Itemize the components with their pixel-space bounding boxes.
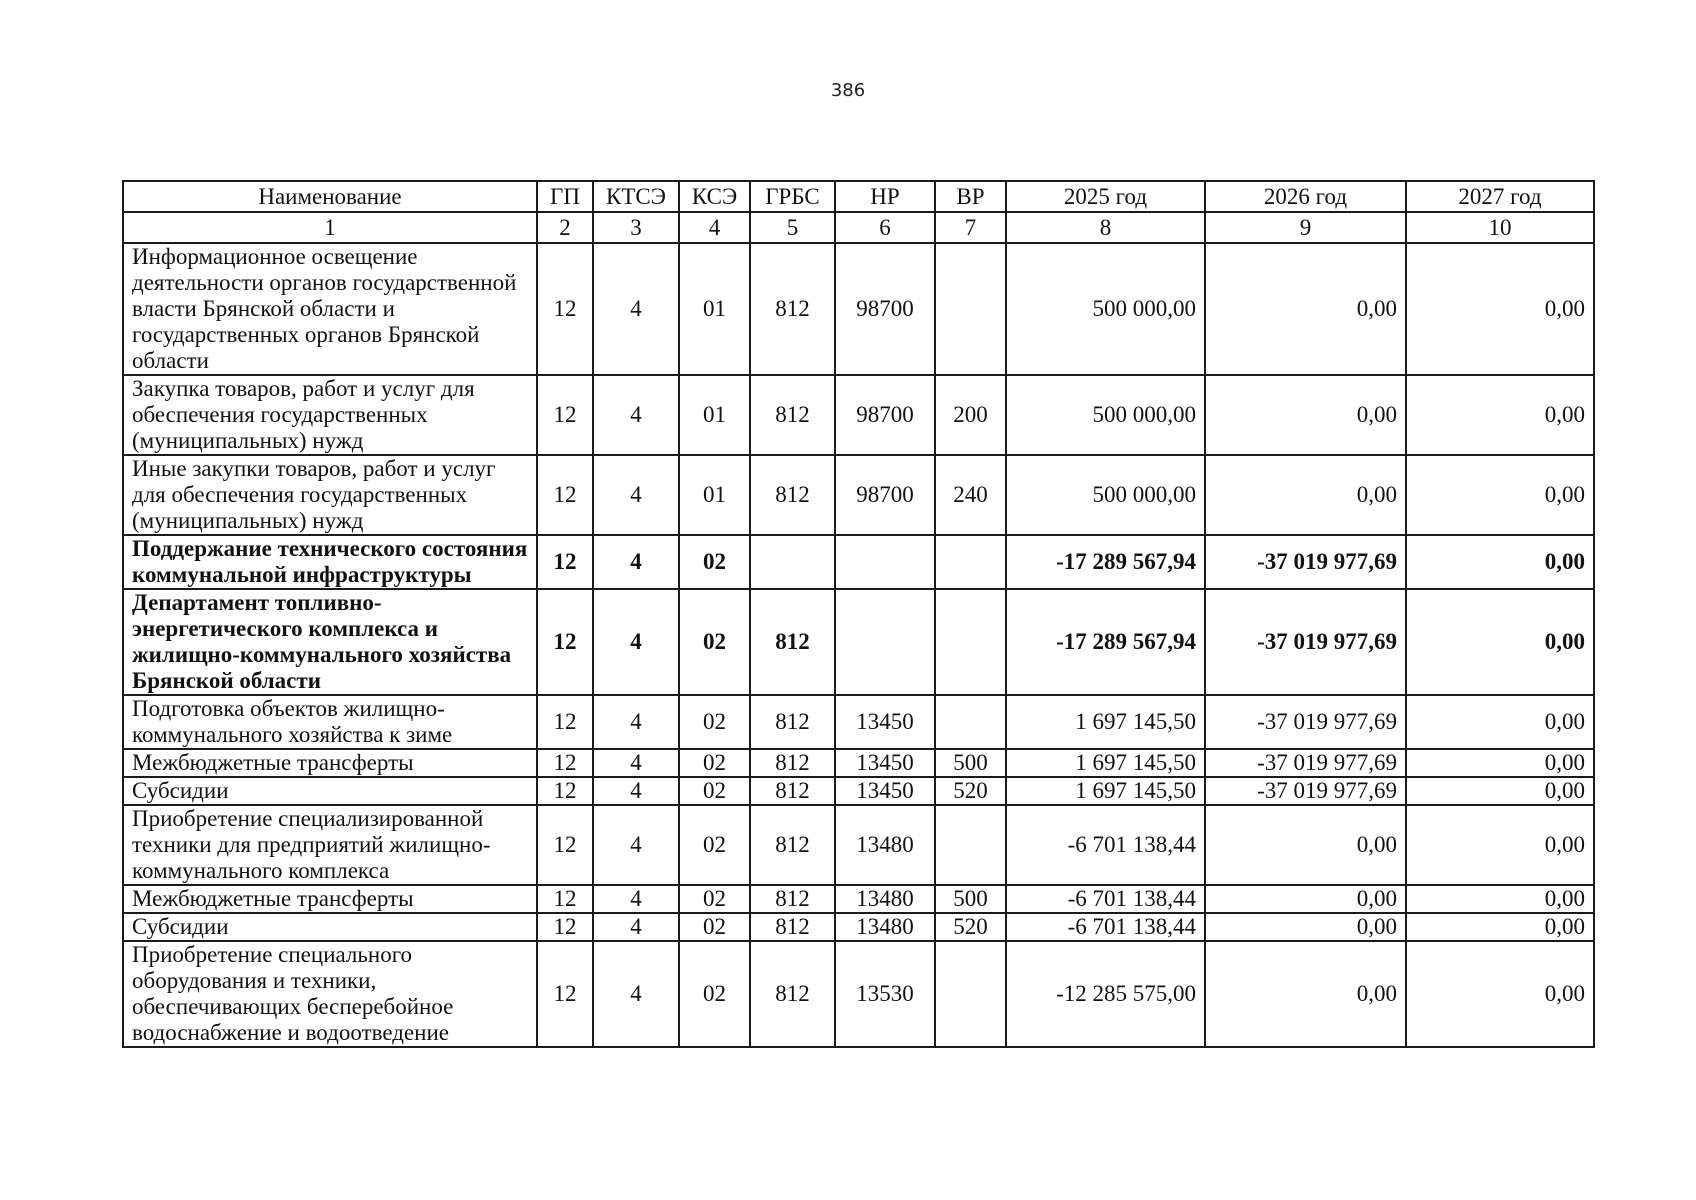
cell-grbs: 812 — [750, 749, 835, 777]
row-name: Закупка товаров, работ и услуг для обеспечения государственных (муниципальных) нужд — [123, 375, 537, 455]
cell-ktse: 4 — [593, 777, 679, 805]
cell-2025: -6 701 138,44 — [1006, 913, 1205, 941]
cell-2026: 0,00 — [1205, 885, 1406, 913]
column-number: 4 — [679, 212, 750, 243]
cell-vr — [935, 589, 1006, 695]
cell-vr: 500 — [935, 885, 1006, 913]
column-number: 1 — [123, 212, 537, 243]
cell-kse: 01 — [679, 455, 750, 535]
cell-kse: 02 — [679, 777, 750, 805]
cell-gp: 12 — [537, 941, 593, 1047]
col-header-ktse: КТСЭ — [593, 181, 679, 212]
cell-2027: 0,00 — [1406, 535, 1594, 589]
cell-2025: -12 285 575,00 — [1006, 941, 1205, 1047]
row-name: Иные закупки товаров, работ и услуг для обеспечения государственных (муниципальных) нужд — [123, 455, 537, 535]
cell-ktse: 4 — [593, 375, 679, 455]
cell-gp: 12 — [537, 885, 593, 913]
col-header-nr: НР — [835, 181, 935, 212]
col-header-grbs: ГРБС — [750, 181, 835, 212]
cell-gp: 12 — [537, 375, 593, 455]
cell-2025: 1 697 145,50 — [1006, 749, 1205, 777]
cell-grbs: 812 — [750, 375, 835, 455]
cell-2026: -37 019 977,69 — [1205, 749, 1406, 777]
cell-ktse: 4 — [593, 695, 679, 749]
cell-2026: -37 019 977,69 — [1205, 535, 1406, 589]
cell-ktse: 4 — [593, 805, 679, 885]
column-number-row — [123, 212, 1594, 243]
row-name: Субсидии — [123, 913, 537, 941]
cell-kse: 02 — [679, 941, 750, 1047]
col-header-name: Наименование — [123, 181, 537, 212]
cell-vr: 200 — [935, 375, 1006, 455]
table-row — [123, 243, 1594, 375]
cell-grbs: 812 — [750, 913, 835, 941]
cell-kse: 02 — [679, 885, 750, 913]
cell-2027: 0,00 — [1406, 805, 1594, 885]
cell-ktse: 4 — [593, 885, 679, 913]
cell-nr: 13450 — [835, 777, 935, 805]
cell-kse: 02 — [679, 805, 750, 885]
cell-2027: 0,00 — [1406, 941, 1594, 1047]
cell-2026: -37 019 977,69 — [1205, 589, 1406, 695]
cell-2026: 0,00 — [1205, 455, 1406, 535]
col-header-2026: 2026 год — [1205, 181, 1406, 212]
col-header-kse: КСЭ — [679, 181, 750, 212]
cell-gp: 12 — [537, 589, 593, 695]
row-name: Подготовка объектов жилищно-коммунального хозяйства к зиме — [123, 695, 537, 749]
col-header-2027: 2027 год — [1406, 181, 1594, 212]
budget-table — [122, 180, 1595, 1048]
cell-kse: 02 — [679, 535, 750, 589]
cell-2027: 0,00 — [1406, 243, 1594, 375]
cell-grbs: 812 — [750, 805, 835, 885]
cell-2025: 1 697 145,50 — [1006, 695, 1205, 749]
page-number: 386 — [830, 80, 866, 101]
col-header-vr: ВР — [935, 181, 1006, 212]
cell-vr — [935, 535, 1006, 589]
cell-kse: 01 — [679, 243, 750, 375]
cell-2025: -17 289 567,94 — [1006, 589, 1205, 695]
table-row — [123, 941, 1594, 1047]
column-number: 8 — [1006, 212, 1205, 243]
column-number: 3 — [593, 212, 679, 243]
cell-ktse: 4 — [593, 913, 679, 941]
cell-gp: 12 — [537, 777, 593, 805]
cell-kse: 02 — [679, 695, 750, 749]
cell-2026: 0,00 — [1205, 941, 1406, 1047]
cell-vr: 520 — [935, 913, 1006, 941]
cell-gp: 12 — [537, 913, 593, 941]
cell-ktse: 4 — [593, 589, 679, 695]
table-row-bold — [123, 589, 1594, 695]
cell-nr: 98700 — [835, 455, 935, 535]
cell-2027: 0,00 — [1406, 749, 1594, 777]
cell-gp: 12 — [537, 535, 593, 589]
cell-gp: 12 — [537, 455, 593, 535]
cell-2027: 0,00 — [1406, 455, 1594, 535]
cell-2025: 500 000,00 — [1006, 455, 1205, 535]
cell-ktse: 4 — [593, 535, 679, 589]
cell-nr: 98700 — [835, 375, 935, 455]
cell-vr: 240 — [935, 455, 1006, 535]
table-row — [123, 777, 1594, 805]
cell-2025: -17 289 567,94 — [1006, 535, 1205, 589]
cell-2027: 0,00 — [1406, 589, 1594, 695]
cell-2027: 0,00 — [1406, 777, 1594, 805]
cell-vr — [935, 805, 1006, 885]
cell-nr: 98700 — [835, 243, 935, 375]
cell-grbs: 812 — [750, 695, 835, 749]
cell-kse: 01 — [679, 375, 750, 455]
cell-vr: 520 — [935, 777, 1006, 805]
row-name: Приобретение специализированной техники для предприятий жилищно-коммунального комплекса — [123, 805, 537, 885]
cell-ktse: 4 — [593, 243, 679, 375]
cell-nr: 13450 — [835, 695, 935, 749]
cell-2025: 500 000,00 — [1006, 375, 1205, 455]
cell-gp: 12 — [537, 749, 593, 777]
cell-ktse: 4 — [593, 749, 679, 777]
cell-nr: 13480 — [835, 885, 935, 913]
cell-ktse: 4 — [593, 941, 679, 1047]
column-number: 9 — [1205, 212, 1406, 243]
row-name: Поддержание технического состояния коммунальной инфраструктуры — [123, 535, 537, 589]
row-name: Приобретение специального оборудования и техники, обеспечивающих бесперебойное водоснабжение и водоотведение — [123, 941, 537, 1047]
cell-2025: 1 697 145,50 — [1006, 777, 1205, 805]
column-number: 7 — [935, 212, 1006, 243]
row-name: Межбюджетные трансферты — [123, 885, 537, 913]
col-header-gp: ГП — [537, 181, 593, 212]
cell-2027: 0,00 — [1406, 375, 1594, 455]
table-row — [123, 375, 1594, 455]
cell-grbs: 812 — [750, 589, 835, 695]
cell-grbs: 812 — [750, 885, 835, 913]
column-number: 10 — [1406, 212, 1594, 243]
cell-gp: 12 — [537, 805, 593, 885]
cell-2026: 0,00 — [1205, 805, 1406, 885]
column-number: 6 — [835, 212, 935, 243]
cell-nr: 13480 — [835, 913, 935, 941]
table-row — [123, 695, 1594, 749]
cell-vr: 500 — [935, 749, 1006, 777]
col-header-2025: 2025 год — [1006, 181, 1205, 212]
row-name: Межбюджетные трансферты — [123, 749, 537, 777]
cell-nr: 13530 — [835, 941, 935, 1047]
cell-kse: 02 — [679, 589, 750, 695]
row-name: Субсидии — [123, 777, 537, 805]
cell-nr: 13480 — [835, 805, 935, 885]
cell-gp: 12 — [537, 243, 593, 375]
table-row — [123, 455, 1594, 535]
cell-nr: 13450 — [835, 749, 935, 777]
column-number: 5 — [750, 212, 835, 243]
cell-kse: 02 — [679, 913, 750, 941]
cell-2026: 0,00 — [1205, 913, 1406, 941]
table-row — [123, 749, 1594, 777]
row-name: Информационное освещение деятельности органов государственной власти Брянской области и государственных органов Брянской области — [123, 243, 537, 375]
cell-2026: -37 019 977,69 — [1205, 695, 1406, 749]
table-row — [123, 805, 1594, 885]
cell-2026: -37 019 977,69 — [1205, 777, 1406, 805]
cell-2026: 0,00 — [1205, 243, 1406, 375]
cell-grbs: 812 — [750, 455, 835, 535]
cell-grbs: 812 — [750, 777, 835, 805]
cell-nr — [835, 535, 935, 589]
header-row — [123, 181, 1594, 212]
cell-2027: 0,00 — [1406, 913, 1594, 941]
cell-vr — [935, 941, 1006, 1047]
cell-2025: -6 701 138,44 — [1006, 805, 1205, 885]
cell-gp: 12 — [537, 695, 593, 749]
cell-grbs: 812 — [750, 243, 835, 375]
cell-2027: 0,00 — [1406, 695, 1594, 749]
cell-kse: 02 — [679, 749, 750, 777]
cell-2026: 0,00 — [1205, 375, 1406, 455]
table-row — [123, 913, 1594, 941]
row-name: Департамент топливно-энергетического комплекса и жилищно-коммунального хозяйства Брянской области — [123, 589, 537, 695]
cell-2025: 500 000,00 — [1006, 243, 1205, 375]
cell-2025: -6 701 138,44 — [1006, 885, 1205, 913]
cell-vr — [935, 695, 1006, 749]
cell-grbs — [750, 535, 835, 589]
cell-nr — [835, 589, 935, 695]
cell-ktse: 4 — [593, 455, 679, 535]
table-row — [123, 885, 1594, 913]
cell-2027: 0,00 — [1406, 885, 1594, 913]
column-number: 2 — [537, 212, 593, 243]
cell-vr — [935, 243, 1006, 375]
cell-grbs: 812 — [750, 941, 835, 1047]
table-row-bold — [123, 535, 1594, 589]
